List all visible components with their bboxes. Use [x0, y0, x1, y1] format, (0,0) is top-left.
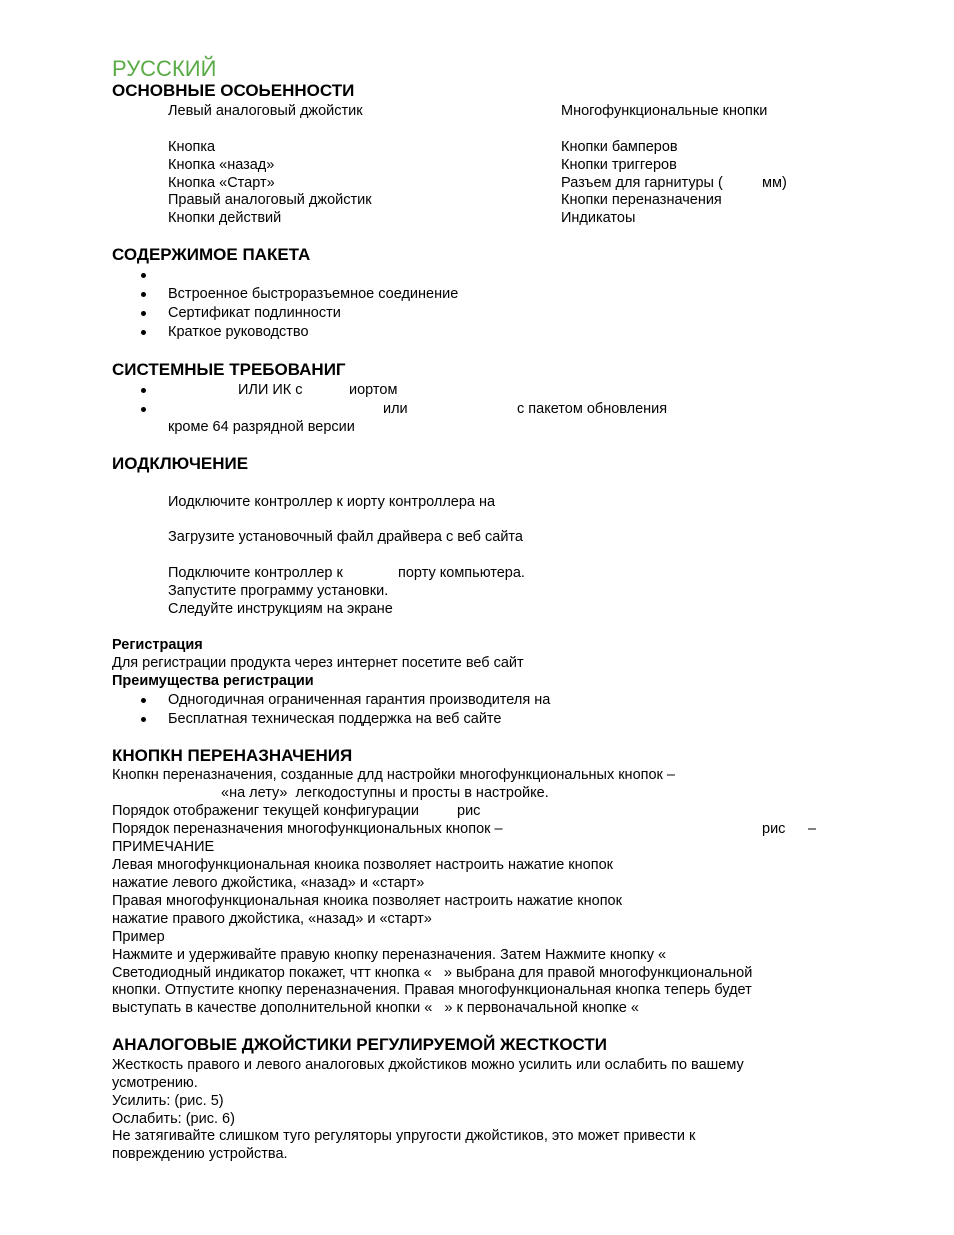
sticks-p2: усмотрению.: [112, 1075, 198, 1091]
registration-benefits-title: Преимущества регистрации: [112, 673, 314, 689]
remap-p14: выступать в качестве дополнительной кнопки « » к первоначальной кнопке «: [112, 1000, 639, 1016]
connection-step-2: Загрузите установочный файл драйвера с веб сайта: [168, 529, 523, 545]
remap-p6: Левая многофункциональная кноика позволяет настроить нажатие кнопок: [112, 857, 613, 873]
system-line-2a: или: [383, 401, 408, 417]
sticks-p1: Жесткость правого и левого аналоговых джойстиков можно усилить или ослабить по вашему: [112, 1057, 744, 1073]
remap-p8: Правая многофункциональная кноика позволяет настроить нажатие кнопок: [112, 893, 622, 909]
feature-left-5: Правый аналоговый джойстик: [168, 192, 372, 208]
package-item-3: Сертификат подлинности: [168, 305, 341, 321]
feature-right-2: Кнопки бамперов: [561, 139, 678, 155]
system-title: СИСТЕМНЫЕ ТРЕБОВАНИГ: [112, 360, 346, 379]
remap-example: Пример: [112, 929, 165, 945]
remap-p1: Кнопкн переназначения, созданные длд настройки многофункциональных кнопок –: [112, 767, 675, 783]
remap-p12: Светодиодный индикатор покажет, чтт кнопка « » выбрана для правой многофункциональной: [112, 965, 753, 981]
bullet: [141, 698, 146, 703]
connection-step-5: Следуйте инструкциям на экране: [168, 601, 393, 617]
system-line-3: кроме 64 разрядной версии: [168, 419, 355, 435]
registration-text: Для регистрации продукта через интернет посетите веб сайт: [112, 655, 524, 671]
feature-left-4: Кнопка «Старт»: [168, 175, 275, 191]
feature-left-1: Левый аналоговый джойстик: [168, 103, 363, 119]
feature-right-5: Кнопки переназначения: [561, 192, 722, 208]
language-heading: РУССКИЙ: [112, 56, 217, 81]
remap-p11: Нажмите и удерживайте правую кнопку переназначения. Затем Нажмите кнопку «: [112, 947, 667, 963]
sticks-title: АНАЛОГОВЫЕ ДЖОЙСТИКИ РЕГУЛИРУЕМОЙ ЖЕСТКОСТИ: [112, 1035, 608, 1054]
bullet: [141, 273, 146, 278]
registration-benefit-2: Бесплатная техническая поддержка на веб сайте: [168, 711, 502, 727]
connection-step-3b: порту компьютера.: [398, 565, 525, 581]
remap-p4c: –: [808, 821, 817, 837]
bullet: [141, 330, 146, 335]
system-line-2b: с пакетом обновления: [517, 401, 668, 417]
connection-step-1: Иодключите контроллер к иорту контроллера на: [168, 494, 496, 510]
feature-right-4-unit: мм): [762, 175, 787, 191]
sticks-p6: повреждению устройства.: [112, 1146, 288, 1162]
remap-p7: нажатие левого джойстика, «назад» и «старт»: [112, 875, 425, 891]
registration-benefit-1: Одногодичная ограниченная гарантия производителя на: [168, 692, 551, 708]
remap-note: ПРИМЕЧАНИЕ: [112, 839, 215, 855]
feature-left-6: Кнопки действий: [168, 210, 282, 226]
bullet: [141, 388, 146, 393]
package-item-2: Встроенное быстроразъемное соединение: [168, 286, 459, 302]
sticks-p5: Не затягивайте слишком туго регуляторы упругости джойстиков, это может привести к: [112, 1128, 696, 1144]
registration-title: Регистрация: [112, 637, 203, 653]
system-line-1a: ИЛИ ИК с: [238, 382, 303, 398]
remap-title: КНОПКН ПЕРЕНАЗНАЧЕНИЯ: [112, 746, 353, 765]
remap-p13: кнопки. Отпустите кнопку переназначения. Правая многофункциональная кнопка теперь будет: [112, 982, 752, 998]
feature-right-6: Индикатоы: [561, 210, 636, 226]
feature-left-2: Кнопка: [168, 139, 216, 155]
package-title: СОДЕРЖИМОЕ ПАКЕТА: [112, 245, 311, 264]
remap-p3b: рис: [457, 803, 481, 819]
remap-p9: нажатие правого джойстика, «назад» и «старт»: [112, 911, 432, 927]
connection-title: ИОДКЛЮЧЕНИЕ: [112, 454, 249, 473]
sticks-p4: Ослабить: (рис. 6): [112, 1111, 235, 1127]
feature-right-3: Кнопки триггеров: [561, 157, 677, 173]
remap-p3a: Порядок отображениг текущей конфигурации: [112, 803, 419, 819]
remap-p4a: Порядок переназначения многофункциональных кнопок –: [112, 821, 503, 837]
bullet: [141, 311, 146, 316]
connection-step-4: Запустите программу установки.: [168, 583, 389, 599]
feature-left-3: Кнопка «назад»: [168, 157, 275, 173]
remap-p2: «на лету» легкодоступны и просты в настройке.: [221, 785, 549, 801]
sticks-p3: Усилить: (рис. 5): [112, 1093, 224, 1109]
system-line-1b: иортом: [349, 382, 398, 398]
feature-right-4: Разъем для гарнитуры (: [561, 175, 723, 191]
bullet: [141, 407, 146, 412]
connection-step-3a: Подключите контроллер к: [168, 565, 343, 581]
remap-p4b: рис: [762, 821, 786, 837]
feature-right-1: Многофункциональные кнопки: [561, 103, 768, 119]
features-title: ОСНОВНЫЕ ОСОЬЕННОСТИ: [112, 81, 355, 100]
bullet: [141, 717, 146, 722]
bullet: [141, 292, 146, 297]
package-item-4: Краткое руководство: [168, 324, 309, 340]
